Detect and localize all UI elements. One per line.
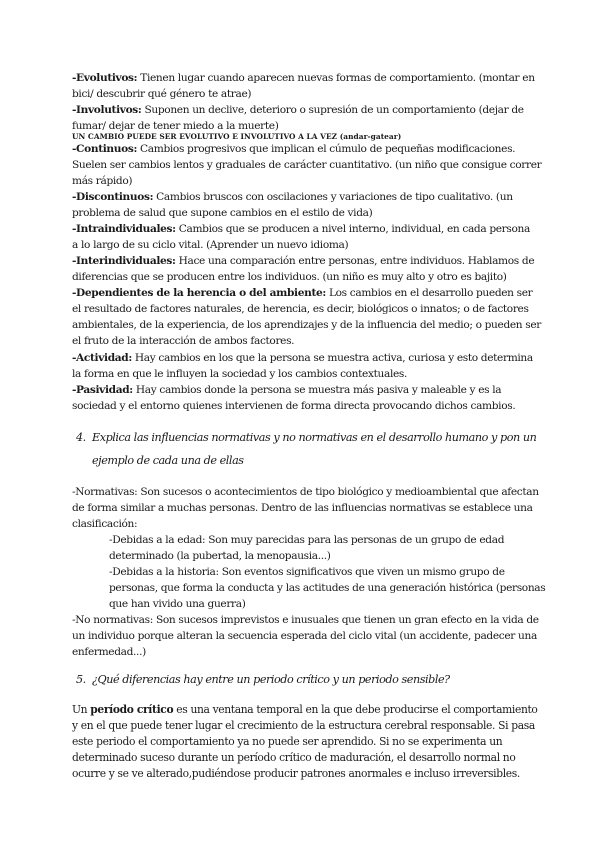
line: de forma similar a muchas personas. Dentro de las influencias normativas se establece una [72,502,533,514]
line: Un [72,703,91,716]
line: Tienen lugar cuando aparecen nuevas formas de comportamiento. (montar en [137,72,535,84]
question-text: Explica las influencias normativas y no normativas en el desarrollo humano y pon un [92,431,537,444]
item-pasividad [72,382,530,399]
label-involutivos: -Involutivos: [72,104,142,116]
line: Suelen ser cambios lentos y graduales de carácter cuantitativo. (un niño que consigue correr [72,159,542,171]
item-interindividuales [72,253,535,270]
item-discontinuos [72,189,530,206]
line: este periodo el comportamiento ya no puede ser aprendido. Si no se experimenta un [72,735,503,748]
line: el fruto de la interacción de ambos factores. [72,335,295,347]
line: Suponen un declive, deterioro o supresión de un comportamiento (dejar de [141,104,524,116]
line: más rápido) [72,175,133,187]
line: a lo largo de su ciclo vital. (Aprender un nuevo idioma) [72,239,349,251]
label-pasividad: -Pasividad: [72,384,133,396]
label-discontinuos: -Discontinuos: [72,191,154,203]
label-evolutivos: -Evolutivos: [72,72,138,84]
line: Cambios que se producen a nivel interno, individual, en cada persona [175,223,530,235]
line: fumar/ dejar de tener miedo a la muerte) [72,120,279,132]
item-intraindividuales [72,221,530,238]
line: determinado (la pubertad, la menopausia...) [109,550,331,562]
line: Hay cambios en los que la persona se muestra activa, curiosa y esto determina [131,352,533,364]
line: Cambios bruscos con oscilaciones y variaciones de tipo cualitativo. (un [153,191,513,203]
line: diferencias que se producen entre los individuos. (un niño es muy alto y otro es bajito) [72,271,507,283]
line: Hace una comparación entre personas, entre individuos. Hablamos de [175,255,535,267]
question-number: 5. [76,673,86,686]
item-evolutivos [72,70,535,87]
line: -Debidas a la historia: Son eventos significativos que viven un mismo grupo de [109,566,505,578]
item-dependientes [72,285,533,302]
line: enfermedad...) [72,646,146,658]
label-interindividuales: -Interindividuales: [72,255,176,267]
note-caps: UN CAMBIO PUEDE SER EVOLUTIVO E INVOLUTIVO A LA VEZ (andar-gatear) [72,132,402,141]
line: -Normativas: Son sucesos o acontecimientos de tipo biológico y medioambiental que afectan [72,486,539,498]
line: y en el que puede tener lugar el crecimiento de la estructura cerebral responsable. Si pasa [72,719,535,732]
line: es una ventana temporal en la que debe producirse el comportamiento [173,703,538,716]
line: determinado suceso durante un período crítico de maduración, el desarrollo normal no [72,751,516,764]
line: el resultado de factores naturales, de herencia, es decir, biológicos o innatos; o de factores [72,303,529,315]
line: personas, que forma la conducta y las actitudes de una generación histórica (personas [109,582,546,594]
label-actividad: -Actividad: [72,352,132,364]
line [72,702,538,718]
label-dependientes: -Dependientes de la herencia o del ambiente: [72,287,326,299]
line: bici/ descubrir qué género te atrae) [72,88,252,100]
item-actividad [72,350,533,367]
line: ocurre y se ve alterado,pudiéndose producir patrones anormales e incluso irreversibles. [72,767,520,780]
item-involutivos [72,102,530,119]
line: Los cambios en el desarrollo pueden ser [325,287,533,299]
line: -No normativas: Son sucesos imprevistos e inusuales que tienen un gran efecto en la vida de [72,614,539,626]
question-text: ¿Qué diferencias hay entre un periodo crítico y un periodo sensible? [92,673,450,686]
line: problema de salud que supone cambios en el estilo de vida) [72,207,373,219]
line: Hay cambios donde la persona se muestra más pasiva y maleable y es la [132,384,502,396]
question-5 [76,669,536,691]
line: ambientales, de la experiencia, de los aprendizajes y de la influencia del medio; o pueden ser [72,319,542,331]
line: un individuo porque alteran la secuencia esperada del ciclo vital (un accidente, padecer una [72,630,537,642]
line: Cambios progresivos que implican el cúmulo de pequeñas modificaciones. [137,143,516,155]
label-continuos: -Continuos: [72,143,138,155]
line: que han vivido una guerra) [109,598,246,610]
question-number: 4. [76,431,86,444]
item-continuos [72,141,530,158]
term-critico: período crítico [90,703,174,716]
line: la forma en que le influyen la sociedad y los cambios contextuales. [72,368,408,380]
line: sociedad y el entorno quienes intervienen de forma directa provocando dichos cambios. [72,400,516,412]
question-4 [76,427,536,449]
label-intraindividuales: -Intraindividuales: [72,223,176,235]
question-text: ejemplo de cada una de ellas [92,454,244,467]
line: clasificación: [72,518,138,530]
line: -Debidas a la edad: Son muy parecidas para las personas de un grupo de edad [109,534,505,546]
